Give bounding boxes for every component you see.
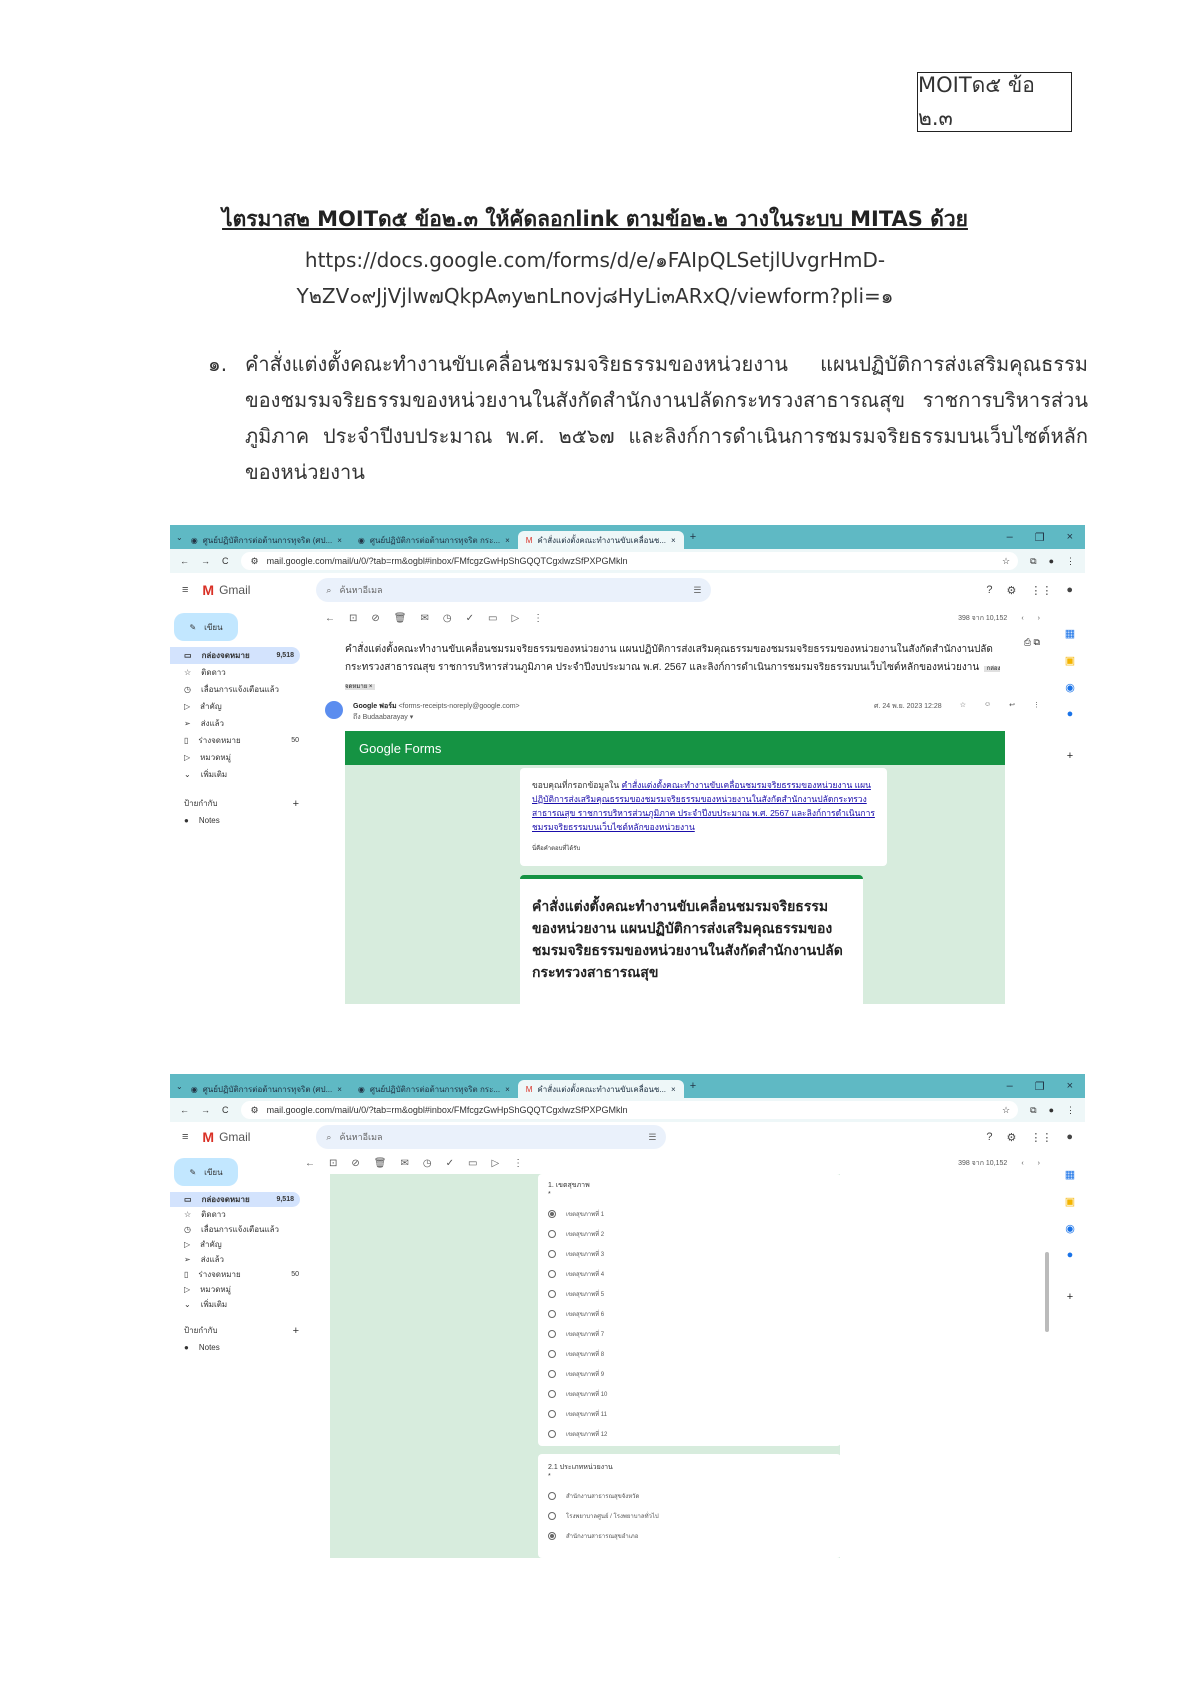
back-icon[interactable]: ← [305,1157,315,1169]
draft-icon: ▯ [184,736,189,745]
site-icon: ◉ [190,535,198,545]
restore-icon[interactable]: ❐ [1034,531,1045,544]
radio-group [548,1486,831,1546]
chevron-down-icon: ⌄ [184,1300,191,1309]
side-panel [1055,627,1085,762]
main-menu-icon[interactable]: ≡ [182,584,189,596]
report-icon[interactable]: ⊘ [371,612,380,624]
browser-tab-bar [170,1074,1085,1098]
radio-label: เขตสุขภาพที่ 1 [566,1212,605,1218]
inbox-icon: ▭ [184,651,192,660]
radio-button[interactable] [548,1430,556,1438]
label-icon: ● [184,1343,189,1352]
reply-icon[interactable]: ↩ [1009,702,1015,709]
form-url-line-1: https://docs.google.com/forms/d/e/๑FAIpQLSetjlUvgrHmD- [304,248,886,272]
apps-icon[interactable]: ⋮⋮ [1030,1131,1053,1144]
radio-label: เขตสุขภาพที่ 4 [566,1272,605,1278]
email-view [315,607,1050,1004]
tasks-icon[interactable]: ◉ [1065,1223,1075,1235]
reload-icon[interactable]: C [222,1105,229,1115]
more-icon[interactable]: ⋮ [513,1157,524,1169]
pencil-icon: ✎ [189,1167,197,1177]
move-icon[interactable]: ▭ [488,612,498,624]
gmail-sidebar [170,1152,305,1356]
browser-tab[interactable]: ◉ ศูนย์ปฏิบัติการต่อต้านการทุจริต (ศป... × [190,535,342,545]
form-url-line-2: Y๒ZV๐๙JjVjlw๗QkpA๓y๒nLnovj๘HyLi๓ARxQ/viewform?pli=๑ [296,284,894,308]
radio-option[interactable] [548,1526,831,1546]
sidebar-item-categories[interactable]: ▷ หมวดหมู่ [184,753,231,762]
radio-button[interactable] [548,1210,556,1218]
sidebar-item-categories[interactable]: ▷ หมวดหมู่ [184,1285,231,1294]
radio-button[interactable] [548,1350,556,1358]
side-panel [1055,1168,1085,1303]
sidebar-item-notes[interactable]: ● Notes [184,816,220,825]
sidebar-item-snoozed[interactable]: ◷ เลื่อนการแจ้งเตือนแล้ว [184,685,280,694]
calendar-icon[interactable]: ▦ [1064,628,1076,640]
browser-tab[interactable]: ◉ ศูนย์ปฏิบัติการต่อต้านการทุจริต กระ... × [357,1084,510,1094]
browser-tab[interactable]: ◉ ศูนย์ปฏิบัติการต่อต้านการทุจริต (ศป... × [190,1084,342,1094]
screenshot-gmail-form-answers [170,1074,1085,1558]
radio-button[interactable] [548,1310,556,1318]
label-chip[interactable]: กล่องจดหมาย × [345,666,1001,690]
main-menu-icon[interactable]: ≡ [182,1131,189,1143]
radio-option[interactable] [548,1486,831,1506]
question-card: 2.1 ประเภทหน่วยงาน * สำนักงานสาธารณสุขจังหวัด โรงพยาบาลศูนย์ / โรงพยาบาลทั่วไป สำนักงานสาธารณสุขอำเภอ [538,1454,841,1558]
labels-heading: ป้ายกำกับ + [170,795,305,812]
radio-label: เขตสุขภาพที่ 11 [566,1412,607,1418]
site-icon: ◉ [357,535,365,545]
archive-icon[interactable]: ⊡ [329,1157,338,1169]
browser-tab-active[interactable]: M คำสั่งแต่งตั้งคณะทำงานขับเคลื่อนช... × [518,1080,684,1098]
next-icon[interactable]: › [1037,1159,1040,1167]
settings-icon[interactable]: ⚙ [1006,584,1017,597]
email-view [292,1152,1050,1558]
bookmark-icon[interactable]: ☆ [1002,1104,1011,1115]
star-icon: ☆ [184,1210,192,1219]
radio-button[interactable] [548,1532,556,1540]
prev-icon[interactable]: ‹ [1021,614,1024,622]
site-icon: ◉ [357,1084,365,1094]
sidebar-item-inbox[interactable]: ▭ กล่องจดหมาย 9,518 [170,647,300,664]
add-label-icon[interactable]: + [292,797,299,810]
emoji-icon[interactable]: ☺ [983,701,992,708]
radio-option[interactable] [548,1244,831,1264]
radio-label: สำนักงานสาธารณสุขจังหวัด [566,1494,640,1500]
label-icon[interactable]: ▷ [511,612,520,624]
tab-list-icon[interactable]: ⌄ [176,532,183,542]
labels-heading: ป้ายกำกับ + [170,1322,305,1339]
close-window-icon[interactable]: × [1066,1079,1073,1092]
sidebar-item-more[interactable]: ⌄ เพิ่มเติม [184,1300,228,1309]
close-icon[interactable]: × [505,535,510,545]
delete-icon[interactable]: 🗑 [373,1157,387,1169]
print-icon[interactable]: ⎙ ⧉ [1023,637,1040,647]
form-title-card: คำสั่งแต่งตั้งคณะทำงานขับเคลื่อนชมรมจริยธรรมของหน่วยงาน แผนปฏิบัติการส่งเสริมคุณธรรมของชมรมจริยธรรมของหน่วยงานในสังกัดสำนักงานปลัดกระทรวงสาธารณสุข [520,875,863,1004]
browser-tab-active[interactable]: M คำสั่งแต่งตั้งคณะทำงานขับเคลื่อนช... × [518,531,684,549]
add-addon-icon[interactable]: + [1066,750,1074,762]
next-icon[interactable]: › [1037,614,1040,622]
send-icon: ➢ [184,719,191,728]
radio-label: โรงพยาบาลศูนย์ / โรงพยาบาลทั่วไป [566,1514,659,1520]
apps-icon[interactable]: ⋮⋮ [1030,584,1053,597]
radio-button[interactable] [548,1492,556,1500]
contacts-icon[interactable]: ● [1066,1249,1074,1261]
star-icon: ☆ [184,668,192,677]
clock-icon: ◷ [184,1225,191,1234]
pencil-icon: ✎ [189,622,197,632]
radio-button[interactable] [548,1370,556,1378]
close-icon[interactable]: × [671,535,676,545]
google-forms-banner: Google Forms [345,731,1005,765]
gmail-icon: M [525,1084,533,1094]
radio-button[interactable] [548,1230,556,1238]
extensions-icon[interactable]: ⧉ [1030,1104,1037,1115]
radio-button[interactable] [548,1270,556,1278]
draft-icon: ▯ [184,1270,189,1279]
sidebar-item-starred[interactable]: ☆ ติดดาว [184,668,226,677]
more-icon[interactable]: ⋮ [1033,702,1040,709]
radio-label: เขตสุขภาพที่ 10 [566,1392,608,1398]
menu-icon[interactable]: ⋮ [1066,1104,1075,1115]
sidebar-item-sent[interactable]: ➢ ส่งแล้ว [184,1255,225,1264]
radio-option[interactable] [548,1264,831,1284]
radio-option[interactable] [548,1404,831,1424]
search-icon[interactable]: ⌕ [326,584,332,595]
radio-option[interactable] [548,1224,831,1244]
radio-label: เขตสุขภาพที่ 3 [566,1252,605,1258]
radio-button[interactable] [548,1512,556,1520]
keep-icon[interactable]: ▣ [1064,1196,1076,1208]
email-toolbar: ← ⊡ ⊘ 🗑 ✉ ◷ ✓ ▭ ▷ ⋮ 398 จาก 10,152 ‹ › [305,1157,1040,1169]
prev-icon[interactable]: ‹ [1021,1159,1024,1167]
new-tab-icon[interactable]: + [689,531,697,543]
list-item [208,346,1088,490]
sidebar-item-inbox[interactable]: ▭ กล่องจดหมาย 9,518 [170,1192,300,1207]
radio-button[interactable] [548,1410,556,1418]
label-icon: ▷ [184,753,191,762]
task-icon[interactable]: ✓ [465,612,474,624]
compose-button[interactable]: ✎ เขียน [174,1158,238,1186]
sidebar-item-drafts[interactable]: ▯ ร่างจดหมาย 50 [184,1270,299,1279]
archive-icon[interactable]: ⊡ [349,612,358,624]
form-url [0,242,1190,314]
email-toolbar: ← ⊡ ⊘ 🗑 ✉ ◷ ✓ ▭ ▷ ⋮ 398 จาก 10,152 ‹ › [325,612,1040,624]
keep-icon[interactable]: ▣ [1064,655,1076,667]
avatar[interactable]: ● [1066,1130,1073,1143]
menu-icon[interactable]: ⋮ [1066,555,1075,566]
close-icon[interactable]: × [505,1084,510,1094]
radio-button[interactable] [548,1250,556,1258]
site-icon: ◉ [190,1084,198,1094]
gmail-logo[interactable]: M Gmail [202,1129,251,1145]
important-icon: ▷ [184,702,191,711]
forward-icon[interactable]: → [201,1105,210,1115]
radio-option[interactable] [548,1424,831,1444]
back-icon[interactable]: ← [180,556,189,566]
chevron-down-icon: ⌄ [184,770,191,779]
gmail-header [170,1122,1085,1152]
extensions-icon[interactable]: ⧉ [1030,555,1037,566]
site-settings-icon[interactable]: ⚙ [250,555,259,566]
url-field[interactable]: ⚙ mail.google.com/mail/u/0/?tab=rm&ogbl#inbox/FMfcgzGwHpShGQQTCgxlwzSfPXPGMkln ☆ [241,552,1019,570]
sidebar-item-snoozed[interactable]: ◷ เลื่อนการแจ้งเตือนแล้ว [184,1225,280,1234]
gmail-sidebar [170,607,305,829]
radio-group [548,1204,831,1444]
close-icon[interactable]: × [337,1084,342,1094]
form-response-area [345,765,1005,1004]
snooze-icon[interactable]: ◷ [442,612,452,624]
bookmark-icon[interactable]: ☆ [1002,555,1011,566]
radio-label: เขตสุขภาพที่ 6 [566,1312,605,1318]
email-subject: คำสั่งแต่งตั้งคณะทำงานขับเคลื่อนชมรมจริยธรรมของหน่วยงาน แผนปฏิบัติการส่งเสริมคุณธรรมของชมรมจริยธรรมของหน่วยงานในสังกัดสำนักงานปลัดกระทรวงสาธารณสุข ราชการบริหารส่วนภูมิภาค ประจำปีงบประมาณ พ.ศ. 2567 และลิงก์การดำเนินการชมรมจริยธรรมบนเว็บไซต์หลักของหน่วยงาน [345,644,993,673]
sidebar-item-drafts[interactable]: ▯ ร่างจดหมาย 50 [184,736,299,745]
report-icon[interactable]: ⊘ [351,1157,360,1169]
radio-option[interactable] [548,1384,831,1404]
more-icon[interactable]: ⋮ [533,612,544,624]
item-text: คำสั่งแต่งตั้งคณะทำงานขับเคลื่อนชมรมจริยธรรมของหน่วยงาน แผนปฏิบัติการส่งเสริมคุณธรรมของชมรมจริยธรรมของหน่วยงานในสังกัดสำนักงานปลัดกระทรวงสาธารณสุข ราชการบริหารส่วนภูมิภาค ประจำปีงบประมาณ พ.ศ. ๒๕๖๗ และลิงก์การดำเนินการชมรมจริยธรรมบนเว็บไซต์หลักของหน่วยงาน [245,352,1088,484]
address-bar [170,1098,1085,1122]
email-body [345,731,1005,1004]
sidebar-item-more[interactable]: ⌄ เพิ่มเติม [184,770,228,779]
radio-option[interactable] [548,1344,831,1364]
minimize-icon[interactable]: – [1006,530,1013,543]
help-icon[interactable]: ? [986,583,993,596]
profile-icon[interactable]: ● [1048,556,1054,566]
profile-icon[interactable]: ● [1048,1105,1054,1115]
move-icon[interactable]: ▭ [468,1157,478,1169]
sidebar-item-starred[interactable]: ☆ ติดดาว [184,1210,226,1219]
send-icon: ➢ [184,1255,191,1264]
sidebar-item-sent[interactable]: ➢ ส่งแล้ว [184,719,225,728]
radio-label: เขตสุขภาพที่ 9 [566,1372,605,1378]
close-icon[interactable]: × [337,535,342,545]
filter-icon[interactable]: ☰ [648,1131,657,1142]
gmail-header [170,573,1085,607]
radio-label: เขตสุขภาพที่ 12 [566,1432,608,1438]
avatar[interactable]: ● [1066,583,1073,596]
label-icon: ▷ [184,1285,191,1294]
mail-icon[interactable]: ✉ [420,612,429,624]
new-tab-icon[interactable]: + [689,1080,697,1092]
add-addon-icon[interactable]: + [1066,1291,1074,1303]
important-icon: ▷ [184,1240,191,1249]
mail-icon[interactable]: ✉ [400,1157,409,1169]
tab-list-icon[interactable]: ⌄ [176,1081,183,1091]
search-icon[interactable]: ⌕ [326,1131,332,1142]
snooze-icon[interactable]: ◷ [422,1157,432,1169]
search-input[interactable]: ⌕ ค้นหาอีเมล ☰ [316,578,711,602]
minimize-icon[interactable]: – [1006,1079,1013,1092]
radio-label: สำนักงานสาธารณสุขอำเภอ [566,1534,639,1540]
site-settings-icon[interactable]: ⚙ [250,1104,259,1115]
filter-icon[interactable]: ☰ [693,584,702,595]
compose-button[interactable]: ✎ เขียน [174,613,238,641]
question-card: 1. เขตสุขภาพ * เขตสุขภาพที่ 1 เขตสุขภาพที่ 2 เขตสุขภาพที่ 3 เขตสุขภาพที่ 4 เขตสุขภาพที่ 5 เขตสุขภาพที่ 6 เขตสุขภาพที่ 7 เขตสุขภาพที่ 8 เขตสุขภาพที่ 9 เขตสุขภาพที่ 10 เขตสุขภาพที่ 11 เขตสุขภาพที่ 12 [538,1174,841,1446]
url-field[interactable]: ⚙ mail.google.com/mail/u/0/?tab=rm&ogbl#inbox/FMfcgzGwHpShGQQTCgxlwzSfPXPGMkln ☆ [241,1101,1019,1119]
close-icon[interactable]: × [671,1084,676,1094]
email-subject-block [315,629,1050,693]
restore-icon[interactable]: ❐ [1034,1080,1045,1093]
radio-option[interactable] [548,1324,831,1344]
gmail-icon: M [525,535,533,545]
clock-icon: ◷ [184,685,191,694]
calendar-icon[interactable]: ▦ [1064,1169,1076,1181]
label-icon: ● [184,816,189,825]
document-heading: ไตรมาส๒ MOITด๕ ข้อ๒.๓ ให้คัดลอกlink ตามข้อ๒.๒ วางในระบบ MITAS ด้วย [222,207,968,231]
scrollbar[interactable] [1045,1252,1049,1332]
reload-icon[interactable]: C [222,556,229,566]
radio-button[interactable] [548,1390,556,1398]
radio-option[interactable] [548,1506,831,1526]
search-input[interactable]: ⌕ ค้นหาอีเมล ☰ [316,1125,666,1149]
radio-label: เขตสุขภาพที่ 7 [566,1332,605,1338]
radio-button[interactable] [548,1330,556,1338]
thanks-card: ขอบคุณที่กรอกข้อมูลใน คำสั่งแต่งตั้งคณะทำงานขับเคลื่อนชมรมจริยธรรมของหน่วยงาน แผนปฏิบัติการส่งเสริมคุณธรรมของชมรมจริยธรรมของหน่วยงานในสังกัดสำนักงานปลัดกระทรวงสาธารณสุข ราชการบริหารส่วนภูมิภาค ประจำปีงบประมาณ พ.ศ. 2567 และลิงก์การดำเนินการชมรมจริยธรรมบนเว็บไซต์หลักของหน่วยงาน นี่คือคำตอบที่ได้รับ [520,768,887,866]
browser-tab[interactable]: ◉ ศูนย์ปฏิบัติการต่อต้านการทุจริต กระ... × [357,535,510,545]
avatar [325,701,343,719]
label-icon[interactable]: ▷ [491,1157,500,1169]
gmail-logo[interactable]: M Gmail [202,582,251,598]
browser-tab-bar [170,525,1085,549]
back-icon[interactable]: ← [325,612,335,624]
form-answers-area [330,1174,840,1558]
help-icon[interactable]: ? [986,1130,993,1143]
settings-icon[interactable]: ⚙ [1006,1131,1017,1144]
close-window-icon[interactable]: × [1066,530,1073,543]
sidebar-item-important[interactable]: ▷ สำคัญ [184,702,222,711]
address-bar [170,549,1085,573]
document-tag: MOITด๕ ข้อ ๒.๓ [917,72,1072,132]
radio-option[interactable] [548,1304,831,1324]
sidebar-item-notes[interactable]: ● Notes [184,1343,220,1352]
radio-label: เขตสุขภาพที่ 8 [566,1352,605,1358]
radio-option[interactable] [548,1284,831,1304]
add-label-icon[interactable]: + [292,1324,299,1337]
star-icon[interactable]: ☆ [959,702,966,709]
radio-label: เขตสุขภาพที่ 5 [566,1292,605,1298]
contacts-icon[interactable]: ● [1066,708,1074,720]
radio-label: เขตสุขภาพที่ 2 [566,1232,605,1238]
radio-option[interactable] [548,1204,831,1224]
radio-button[interactable] [548,1290,556,1298]
item-number: ๑. [208,352,228,376]
delete-icon[interactable]: 🗑 [393,612,407,624]
inbox-icon: ▭ [184,1195,192,1204]
form-link[interactable]: คำสั่งแต่งตั้งคณะทำงานขับเคลื่อนชมรมจริยธรรมของหน่วยงาน แผนปฏิบัติการส่งเสริมคุณธรรมของชมรมจริยธรรมของหน่วยงานในสังกัดสำนักงานปลัดกระทรวงสาธารณสุข ราชการบริหารส่วนภูมิภาค ประจำปีงบประมาณ พ.ศ. 2567 และลิงก์การดำเนินการชมรมจริยธรรมบนเว็บไซต์หลักของหน่วยงาน [532,780,875,832]
back-icon[interactable]: ← [180,1105,189,1115]
tasks-icon[interactable]: ◉ [1065,682,1075,694]
screenshot-gmail-email [170,525,1085,1004]
sidebar-item-important[interactable]: ▷ สำคัญ [184,1240,222,1249]
radio-option[interactable] [548,1364,831,1384]
task-icon[interactable]: ✓ [445,1157,454,1169]
sender-row: Google ฟอร์ม <forms-receipts-noreply@google.com> ถึง Budaabarayay ▾ ศ. 24 พ.ย. 2023 12:28 ☆ ☺ ↩ ⋮ [315,693,1050,723]
forward-icon[interactable]: → [201,556,210,566]
